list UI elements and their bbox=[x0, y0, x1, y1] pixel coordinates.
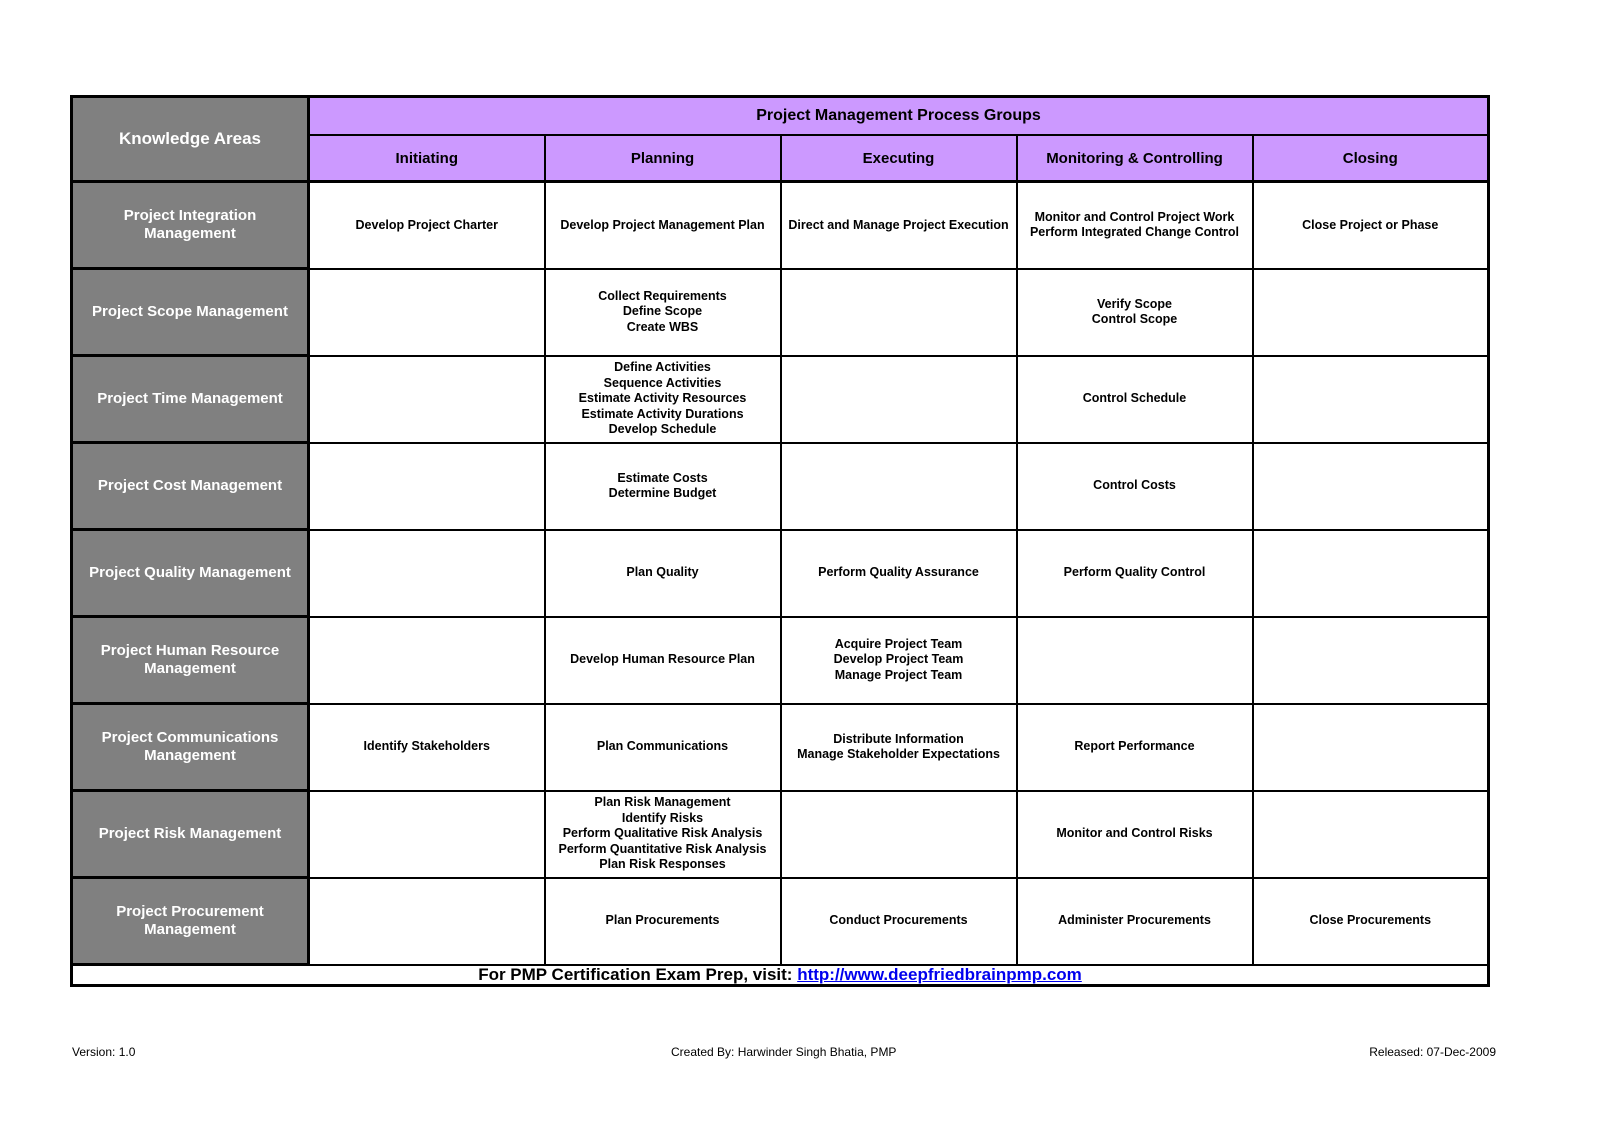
process-cell bbox=[545, 356, 781, 443]
created-by-label: Created By: Harwinder Singh Bhatia, PMP bbox=[671, 1045, 897, 1059]
process-name: Report Performance bbox=[1074, 739, 1195, 754]
process-name: Develop Project Management Plan bbox=[560, 217, 765, 232]
process-cell bbox=[1017, 791, 1253, 878]
process-name: Direct and Manage Project Execution bbox=[788, 217, 1009, 232]
process-name: Close Project or Phase bbox=[1302, 217, 1439, 232]
knowledge-area-label: Project Human Resource Management bbox=[72, 617, 309, 704]
process-name: Perform Quality Control bbox=[1063, 565, 1206, 580]
process-cell bbox=[1017, 530, 1253, 617]
knowledge-area-label: Project Communications Management bbox=[72, 704, 309, 791]
process-name: Plan Risk Management bbox=[594, 795, 731, 810]
process-name: Conduct Procurements bbox=[829, 913, 968, 928]
process-cell bbox=[781, 182, 1017, 269]
process-cell bbox=[309, 617, 545, 704]
process-cell bbox=[309, 356, 545, 443]
process-cell bbox=[1017, 617, 1253, 704]
footer-text: For PMP Certification Exam Prep, visit: bbox=[478, 965, 798, 984]
process-cell bbox=[545, 704, 781, 791]
table-row bbox=[72, 356, 1489, 443]
process-name: Perform Integrated Change Control bbox=[1029, 225, 1240, 240]
table-row bbox=[72, 617, 1489, 704]
process-name: Define Scope bbox=[622, 304, 703, 319]
process-groups-header: Project Management Process Groups bbox=[309, 97, 1489, 136]
process-name: Collect Requirements bbox=[598, 288, 727, 303]
table-row bbox=[72, 269, 1489, 356]
process-name: Administer Procurements bbox=[1058, 913, 1211, 928]
process-name: Acquire Project Team bbox=[834, 636, 963, 651]
process-cell bbox=[309, 878, 545, 965]
released-label: Released: 07-Dec-2009 bbox=[1369, 1045, 1496, 1059]
process-name: Verify Scope bbox=[1096, 296, 1173, 311]
table-row bbox=[72, 704, 1489, 791]
process-name: Perform Quality Assurance bbox=[818, 565, 979, 580]
process-name: Estimate Activity Resources bbox=[578, 391, 747, 406]
process-name: Perform Quantitative Risk Analysis bbox=[558, 841, 767, 856]
process-cell bbox=[545, 791, 781, 878]
process-cell bbox=[781, 791, 1017, 878]
process-cell bbox=[1017, 182, 1253, 269]
process-cell bbox=[1253, 878, 1489, 965]
process-name: Manage Project Team bbox=[834, 667, 963, 682]
process-cell bbox=[309, 443, 545, 530]
phase-header-closing: Closing bbox=[1253, 135, 1489, 182]
process-name: Define Activities bbox=[614, 360, 711, 375]
process-cell bbox=[1253, 617, 1489, 704]
process-name: Plan Procurements bbox=[605, 913, 720, 928]
table-row bbox=[72, 182, 1489, 269]
knowledge-area-label: Project Risk Management bbox=[72, 791, 309, 878]
process-name: Identify Risks bbox=[621, 810, 704, 825]
table-row bbox=[72, 791, 1489, 878]
phase-header-planning: Planning bbox=[545, 135, 781, 182]
process-cell bbox=[309, 704, 545, 791]
process-cell bbox=[781, 269, 1017, 356]
table-body bbox=[72, 182, 1489, 965]
table-row bbox=[72, 530, 1489, 617]
process-cell bbox=[1253, 269, 1489, 356]
version-label: Version: 1.0 bbox=[72, 1045, 136, 1059]
table-row bbox=[72, 443, 1489, 530]
process-cell bbox=[1253, 443, 1489, 530]
process-name: Monitor and Control Risks bbox=[1056, 826, 1213, 841]
process-name: Develop Human Resource Plan bbox=[570, 652, 755, 667]
process-name: Develop Schedule bbox=[608, 422, 717, 437]
process-cell bbox=[309, 269, 545, 356]
process-cell bbox=[781, 530, 1017, 617]
process-cell bbox=[545, 269, 781, 356]
footer-row bbox=[72, 965, 1489, 986]
process-cell bbox=[781, 617, 1017, 704]
process-name: Perform Qualitative Risk Analysis bbox=[562, 826, 763, 841]
process-cell bbox=[781, 878, 1017, 965]
process-cell bbox=[1017, 356, 1253, 443]
process-name: Distribute Information bbox=[833, 731, 964, 746]
process-cell bbox=[781, 443, 1017, 530]
process-cell bbox=[781, 704, 1017, 791]
process-name: Monitor and Control Project Work bbox=[1034, 209, 1235, 224]
process-name: Develop Project Charter bbox=[355, 217, 498, 232]
process-name: Control Schedule bbox=[1082, 391, 1187, 406]
process-cell bbox=[1017, 443, 1253, 530]
process-name: Develop Project Team bbox=[833, 652, 964, 667]
process-cell bbox=[1017, 269, 1253, 356]
process-name: Create WBS bbox=[626, 319, 699, 334]
process-name: Estimate Activity Durations bbox=[581, 406, 744, 421]
process-cell bbox=[1253, 791, 1489, 878]
process-cell bbox=[309, 791, 545, 878]
knowledge-area-label: Project Scope Management bbox=[72, 269, 309, 356]
process-name: Close Procurements bbox=[1309, 913, 1432, 928]
process-name: Plan Quality bbox=[626, 565, 699, 580]
process-cell bbox=[309, 530, 545, 617]
phase-header-executing: Executing bbox=[781, 135, 1017, 182]
process-name: Identify Stakeholders bbox=[363, 739, 490, 754]
process-cell bbox=[545, 617, 781, 704]
process-groups-table bbox=[70, 95, 1490, 987]
process-cell bbox=[1017, 878, 1253, 965]
knowledge-area-label: Project Time Management bbox=[72, 356, 309, 443]
process-name: Plan Communications bbox=[596, 739, 729, 754]
process-cell bbox=[545, 443, 781, 530]
process-name: Sequence Activities bbox=[603, 375, 722, 390]
process-cell bbox=[1017, 704, 1253, 791]
process-name: Manage Stakeholder Expectations bbox=[797, 747, 1000, 761]
process-cell bbox=[1253, 182, 1489, 269]
knowledge-area-label: Project Cost Management bbox=[72, 443, 309, 530]
process-cell bbox=[545, 182, 781, 269]
table-row bbox=[72, 878, 1489, 965]
knowledge-areas-header: Knowledge Areas bbox=[72, 97, 309, 182]
process-cell bbox=[781, 356, 1017, 443]
process-cell bbox=[1253, 530, 1489, 617]
phase-header-monitoring-controlling: Monitoring & Controlling bbox=[1017, 135, 1253, 182]
knowledge-area-label: Project Quality Management bbox=[72, 530, 309, 617]
process-name: Determine Budget bbox=[608, 486, 717, 500]
process-name: Control Costs bbox=[1093, 478, 1176, 493]
knowledge-area-label: Project Procurement Management bbox=[72, 878, 309, 965]
process-name: Estimate Costs bbox=[617, 470, 708, 485]
phase-header-initiating: Initiating bbox=[309, 135, 545, 182]
process-cell bbox=[1253, 704, 1489, 791]
knowledge-area-label: Project Integration Management bbox=[72, 182, 309, 269]
website-link[interactable]: http://www.deepfriedbrainpmp.com bbox=[797, 965, 1082, 984]
process-cell bbox=[545, 878, 781, 965]
process-name: Control Scope bbox=[1091, 312, 1178, 326]
process-cell bbox=[545, 530, 781, 617]
process-cell bbox=[1253, 356, 1489, 443]
process-name: Plan Risk Responses bbox=[599, 857, 726, 872]
process-cell bbox=[309, 182, 545, 269]
